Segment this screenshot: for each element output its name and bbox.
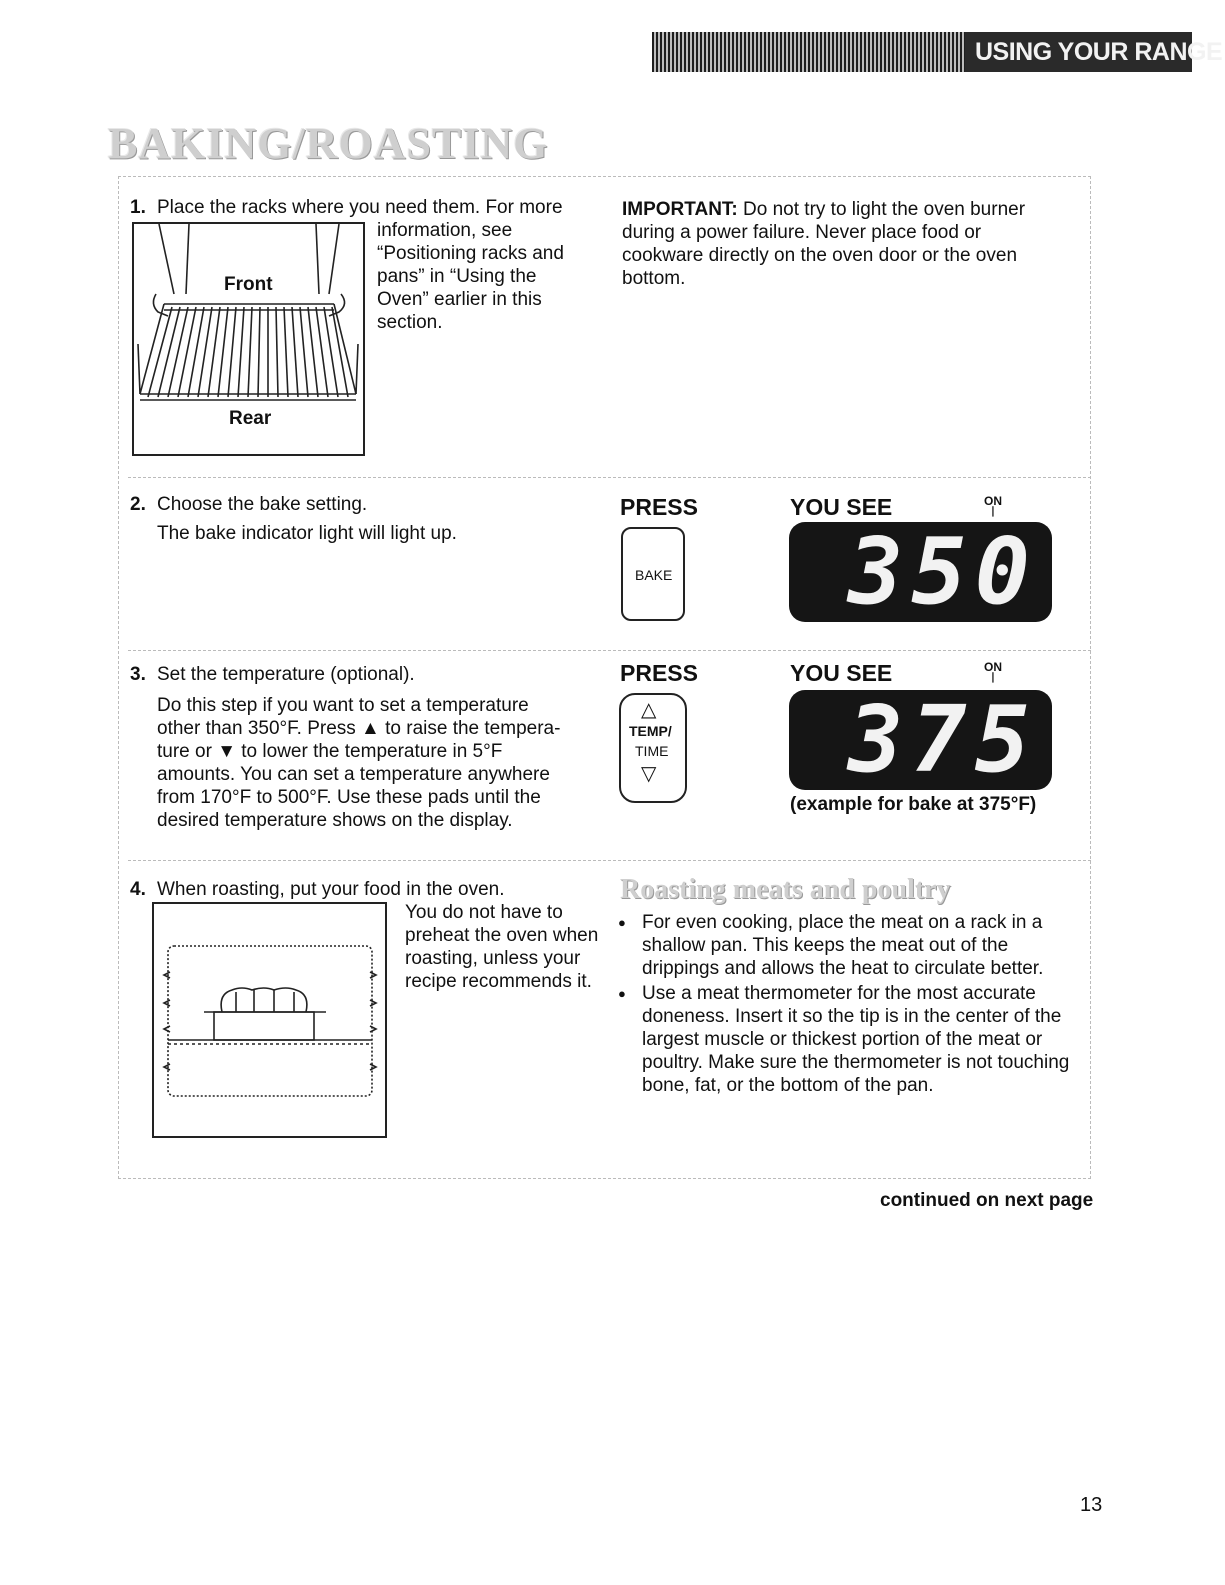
step3-title: Set the temperature (optional). — [157, 664, 415, 685]
you-see-label: YOU SEE — [790, 660, 893, 686]
separator — [128, 477, 1091, 478]
continued-note: continued on next page — [880, 1190, 1094, 1211]
step-number: 4. — [130, 879, 146, 900]
roasting-tips — [618, 911, 1098, 1099]
step3-body: Do this step if you want to set a temperature other than 350°F. Press ▲ to raise the tempera- ture or ▼ to lower the temperature in 5°F amounts. You can set a temperature anywhere from 170°F to 500°F. Use these pads until the desired temperature shows on the display. — [157, 695, 561, 831]
rack-figure — [132, 222, 365, 456]
roasting-figure — [152, 902, 387, 1138]
press-label: PRESS — [620, 660, 698, 686]
separator — [128, 650, 1091, 651]
display-caption: (example for bake at 375°F) — [790, 794, 1037, 815]
step4-text: You do not have to preheat the oven when roasting, unless your recipe recommends it. — [405, 902, 599, 992]
step-number: 1. — [130, 197, 146, 218]
arrow-up-icon[interactable]: △ — [641, 699, 657, 721]
front-label: Front — [224, 274, 273, 295]
page-title: BAKING/ROASTING — [108, 119, 549, 168]
oven-display — [789, 518, 1052, 625]
on-indicator: ON ❘ — [984, 494, 1002, 517]
step1-text: information, see “Positioning racks and pans” in “Using the Oven” earlier in this section. — [377, 220, 564, 333]
page-number: 13 — [1080, 1494, 1103, 1516]
on-indicator: ON ❘ — [984, 660, 1002, 683]
roasting-subhead: Roasting meats and poultry — [620, 874, 951, 905]
arrow-down-icon[interactable]: ▽ — [641, 763, 657, 785]
oven-rack-illustration — [134, 224, 363, 454]
press-label: PRESS — [620, 494, 698, 520]
tip-item: ● For even cooking, place the meat on a rack in a shallow pan. This keeps the meat out of the drippings and allows the heat to circulate better. — [618, 911, 1098, 980]
step2-title: Choose the bake setting. — [157, 494, 368, 515]
oven-display — [789, 686, 1052, 793]
step4-line1: When roasting, put your food in the oven. — [157, 879, 505, 900]
bake-pad-label: BAKE — [635, 567, 673, 583]
section-label: USING YOUR RANGE — [975, 38, 1223, 66]
step2-subtitle: The bake indicator light will light up. — [157, 523, 457, 544]
important-note: IMPORTANT: Do not try to light the oven burner during a power failure. Never place food or cookware directly on the oven door or the oven bottom. — [622, 199, 1026, 289]
oven-roasting-illustration — [154, 904, 385, 1136]
bake-pad[interactable] — [621, 527, 685, 621]
step1-line1: Place the racks where you need them. For more — [157, 197, 563, 218]
pad-label-temp: TEMP/ — [629, 723, 672, 739]
you-see-label: YOU SEE — [790, 494, 893, 520]
separator — [128, 860, 1091, 861]
rear-label: Rear — [229, 408, 272, 429]
step-number: 3. — [130, 664, 146, 685]
display-readout: 350 — [847, 518, 1038, 625]
display-readout: 375 — [847, 686, 1038, 793]
temp-time-pad[interactable] — [619, 693, 687, 803]
step-number: 2. — [130, 494, 146, 515]
tip-item: ● Use a meat thermometer for the most accurate doneness. Insert it so the tip is in the center of the largest muscle or thickest portion of the meat or poultry. Make sure the thermometer is not touching bone, fat, or the bottom of the pan. — [618, 982, 1098, 1097]
pad-label-time: TIME — [635, 743, 669, 759]
